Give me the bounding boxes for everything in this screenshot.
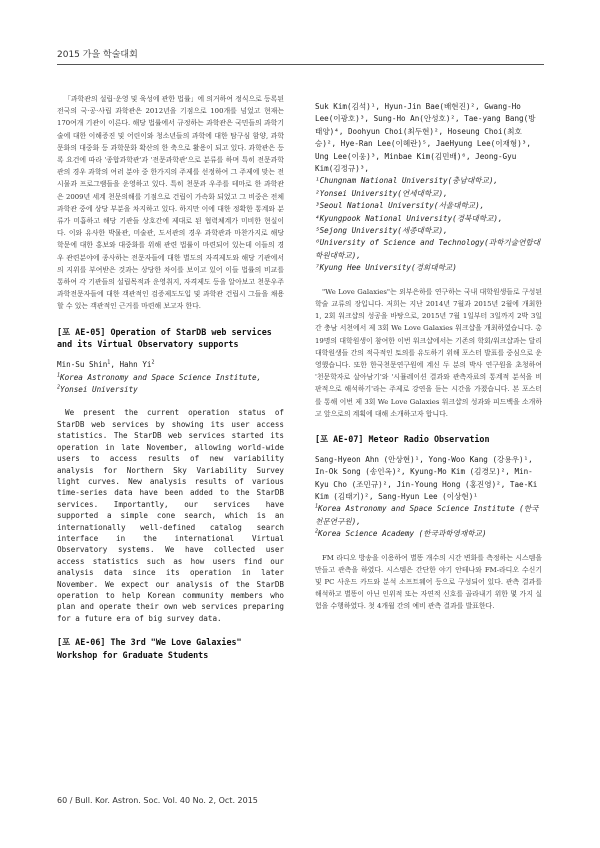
section-ae05-affiliation-2: $^2$Yonsei University <box>57 384 138 395</box>
section-ae05-title: [포 AE-05] Operation of StarDB web services and its Virtual Observatory supports <box>57 326 272 350</box>
section-ae07-title: [포 AE-07] Meteor Radio Observation <box>315 433 490 444</box>
ae06-affiliation: ¹Chungnam National University(충남대학교), <box>315 176 498 186</box>
ae06-affiliation: ⁷Kyung Hee University(경희대학교) <box>315 263 457 273</box>
section-ae06-title: [포 AE-06] The 3rd "We Love Galaxies" Workshop for Graduate Students <box>57 637 242 660</box>
ae05-author-names: Min-Su Shin <box>57 360 108 370</box>
left-column <box>57 93 284 662</box>
page-footer: 60 / Bull. Kor. Astron. Soc. Vol. 40 No. 2, Oct. 2015 <box>57 796 258 805</box>
header-rule <box>57 64 544 65</box>
ae06-affiliation: ⁵Sejong University(세종대학교), <box>315 226 448 236</box>
section-ae07-body: FM 라디오 방송을 이용하여 별똥 개수의 시간 변화를 측정하는 시스템을 만들고 관측을 하였다. 시스템은 간단한 야기 안테나와 FM-라디오 수신기 및 PC 사운드 카드와 분석 소프트웨어 등으로 구성되어 있다. 관측 결과를 해석하고 별똥이 아닌 인위적 또는 자연적 신호를 골라내기 위한 몇 가지 실험을 수행하였다. 첫 4개월 간의 예비 관측 결과를 발표한다. <box>315 553 542 611</box>
section-ae05-affiliation-1: $^1$Korea Astronomy and Space Science Institute, <box>57 372 262 382</box>
section-ae07-affiliation-2: $^2$Korea Science Academy (한국과학영재학교) <box>315 528 487 539</box>
journal-header: 2015 가을 학술대회 <box>57 50 138 60</box>
section-ae06-authors: Suk Kim(김석)¹, Hyun-Jin Bae(배현진)², Gwang-Ho Lee(이광호)³, Sung-Ho An(안성호)², Tae-yang Bang(방태양)⁴, Doohyun Choi(최두현)², Hoseung Choi(최호승)², Hye-Ran Lee(이혜란)⁵, JaeHyung Lee(이재형)³, Ung Lee(이웅)³, Minbae Kim(김민배)⁶, Jeong-Gyu Kim(김정규)³, <box>315 102 536 174</box>
ae06-affiliation: ³Seoul National University(서울대학교), <box>315 201 485 211</box>
section-ae06-affiliations <box>315 175 542 274</box>
section-ae05-abstract: We present the current operation status of StarDB web services by showing its user access statistics. The StarDB web services started its operation in late November, allowing world-wide users to access results of new variability analysis for Northern Sky Variability Survey light curves. New analysis results of various time-series data have been added to the StarDB services. Importantly, our services have supported a simple cone search, which is an internationally well-defined catalog search interface in the international Virtual Observatory systems. We have collected user access statistics such as how users find our analysis data since its operation in later November. We expect our analysis of the StarDB operation to help Korean community members who plan and operate their own web services preparing for a future era of big survey data. <box>57 408 284 623</box>
ae06-affiliation: ²Yonsei University(연세대학교), <box>315 188 448 198</box>
ae06-affiliation: ⁴Kyungpook National University(경북대학교), <box>315 213 503 223</box>
section-ae05-authors: Min-Su Shin$^1$, Hahn Yi$^2$ <box>57 359 155 370</box>
section-ae07-authors: Sang-Hyeon Ahn (안상현)¹, Yong-Woo Kang (강용우)¹, In-Ok Song (송인옥)², Kyung-Mo Kim (김경모)², Min-Kyu Cho (조민규)², Jin-Young Hong (홍진영)², Tae-Ki Kim (김태기)², Sang-Hyun Lee (이상현)¹ <box>315 454 538 501</box>
ae06-affiliation: ⁶University of Science and Technology(과학기술연합대학원대학교), <box>315 238 541 260</box>
right-column <box>315 101 542 613</box>
section-ae06-body: "We Love Galaxies"는 외부은하를 연구하는 국내 대학원생들로 구성된 학술 교류의 장입니다. 저희는 지난 2014년 7월과 2015년 2월에 개최한 1, 2회 워크샵의 성공을 바탕으로, 2015년 7월 1일부터 3일까지 2박 3일간 충남 서천에서 제 3회 We Love Galaxies 워크샵을 개최하였습니다. 총 19명의 대학원생이 참여한 이번 워크샵에서는 기존의 학회/워크샵과는 달리 대학원생들 간의 적극적인 토의를 유도하기 위해 포스터 발표를 중심으로 운영했습니다. 또한 한국천문연구원에 계신 두 분의 박사 연구원을 초청하여 '천문학자로 살아남기'와 '시뮬레이션 결과와 관측자료의 통계적 분석을 비판적으로 해석하기'라는 주제로 강연을 듣는 시간을 가졌습니다. 본 포스터를 통해 이번 제 3회 We Love Galaxies 워크샵의 성과와 피드백을 소개하고 앞으로의 계획에 대해 소개하고자 합니다. <box>315 287 542 418</box>
section-ae07-affiliation-1: $^1$Korea Astronomy and Space Science Institute (한국천문연구원), <box>315 503 539 526</box>
intro-paragraph: 「과학관의 설립·운영 및 육성에 관한 법률」에 의거하여 정식으로 등록된 전국의 국·공·사립 과학관은 2012년을 기점으로 100개를 넘었고 현재는 170여개 기관이 이른다. 해당 법률에서 규정하는 과학관은 국민들의 과학기술에 대한 이해증진 및 어린이와 청소년들의 과학에 대한 탐구심 함양, 과학문화의 대중화 등 과학문화 확산의 한 축으로 활용이 되고 있다. 과학관은 등록 요건에 따라 '종합과학관'과 '전문과학관'으로 분류를 하며 특히 전문과학관의 경우 과학의 여러 분야 중 한가지의 주제를 선정하여 그 주제에 맞는 전시물과 프로그램들을 운영하고 있다. 특히 천문과 우주를 테마로 한 과학관은 2009년 세계 천문의해를 기점으로 건립이 가속화 되었고 그 비중은 전체 과학관 중에 상당 부분을 차지하고 있다. 하지만 이에 대한 정확한 통계와 분류가 미흡하고 해당 기관들 상호간에 제대로 된 협력체계가 미비한 현실이다. 이와 유사한 박물관, 미술관, 도서관의 경우 과학관과 마찬가지로 해당 학문에 대한 홍보와 대중화를 위해 관련 법률이 마련되어 있는데 이들의 경우 관련분야에 종사하는 전문자들에 대한 별도의 자격제도와 해당 기관에서의 지위를 부여받은 것과는 상당한 차이를 보이고 있어 이들 법률의 비교를 통하여 각 기관들의 설립목적과 운영취지, 자격제도 등을 알아보고 천문우주 과학전문자들에 대한 객관적인 검증제도도입 및 과학관 건립시 그들을 채용할 수 있는 객관적인 근거를 마련해 보고자 한다. <box>57 95 284 311</box>
